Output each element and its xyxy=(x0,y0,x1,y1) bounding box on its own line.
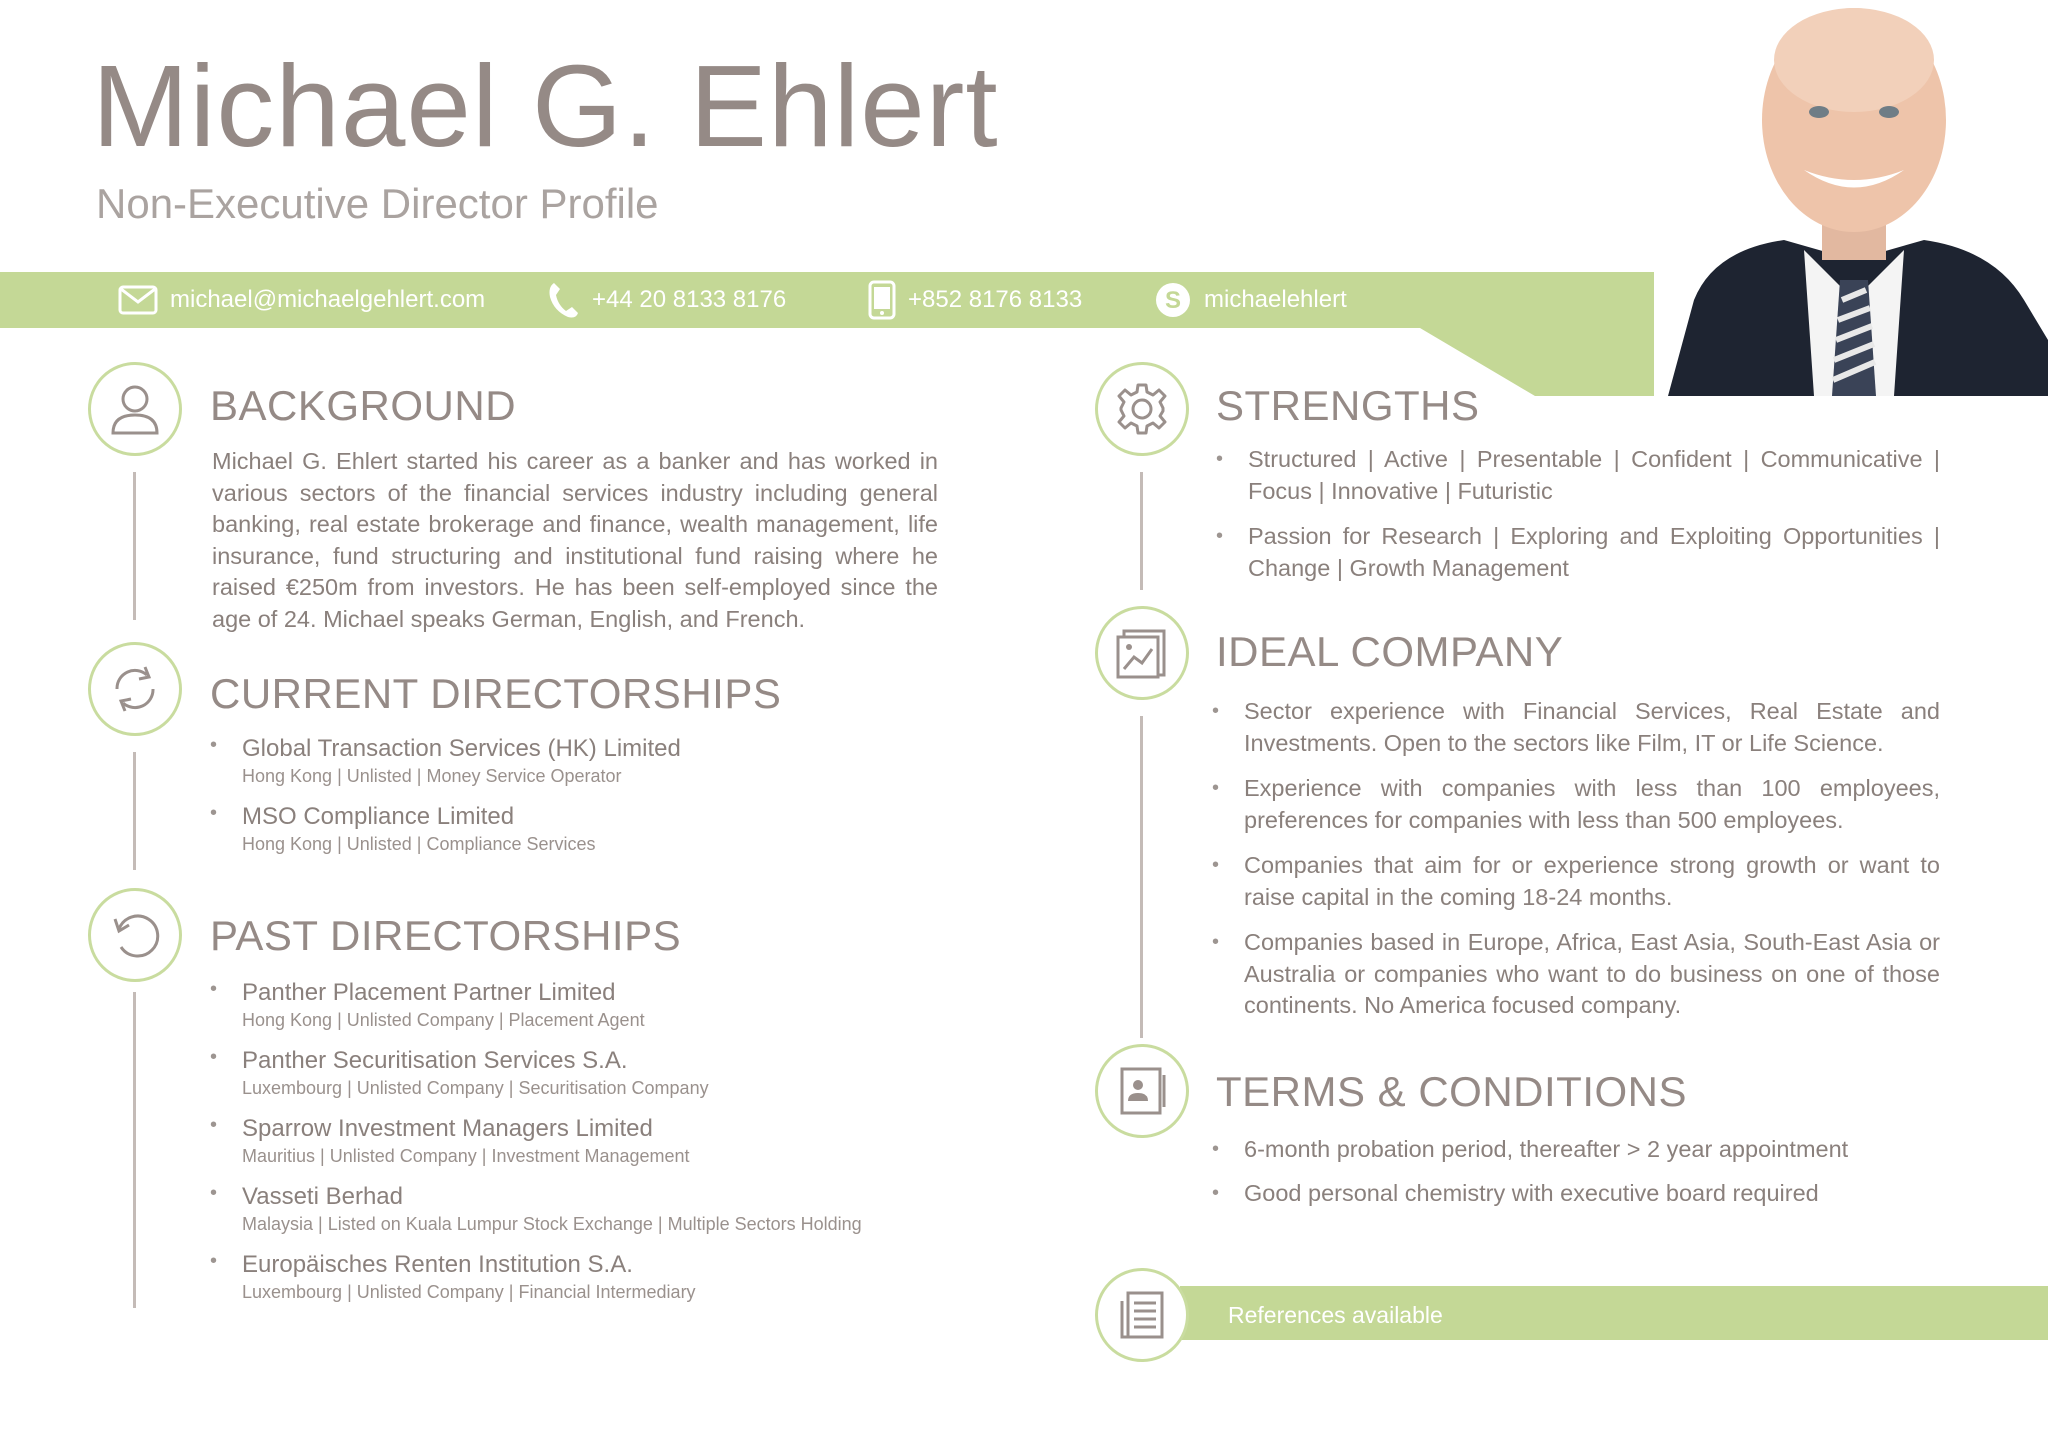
profile-subtitle: Non-Executive Director Profile xyxy=(96,180,659,227)
strengths-list xyxy=(1216,444,1940,598)
timeline-line xyxy=(1140,716,1143,1038)
ideal-company-list xyxy=(1212,696,1940,1036)
list-item: • Companies based in Europe, Africa, East Asia, South-East Asia or Australia or companies who want to do business on one of those continents. No America focused company. xyxy=(1212,927,1940,1022)
terms-list xyxy=(1212,1134,1940,1223)
list-item xyxy=(210,802,910,856)
directorship-detail: Hong Kong | Unlisted Company | Placement Agent xyxy=(242,1010,645,1030)
strengths-heading: STRENGTHS xyxy=(1216,382,1480,429)
envelope-icon xyxy=(118,285,158,315)
list-item: • Sector experience with Financial Services, Real Estate and Investments. Open to the sectors like Film, IT or Life Science. xyxy=(1212,696,1940,759)
past-directorships-icon xyxy=(88,888,182,982)
directorship-name: • Europäisches Renten Institution S.A. xyxy=(242,1251,633,1278)
skype-text[interactable]: michaelehlert xyxy=(1204,286,1347,313)
current-directorships-heading: CURRENT DIRECTORSHIPS xyxy=(210,670,782,717)
list-item xyxy=(210,1046,970,1100)
skype-icon xyxy=(1154,281,1192,319)
contact-skype[interactable] xyxy=(1154,280,1347,320)
directorship-name: • Panther Securitisation Services S.A. xyxy=(242,1047,628,1074)
terms-section-icon xyxy=(1095,1044,1189,1138)
contact-email[interactable] xyxy=(118,280,485,320)
list-item: • Experience with companies with less than 100 employees, preferences for companies with less than 500 employees. xyxy=(1212,773,1940,836)
current-directorships-list xyxy=(210,734,910,870)
phone-text[interactable]: +44 20 8133 8176 xyxy=(592,286,787,313)
email-text[interactable]: michael@michaelgehlert.com xyxy=(170,286,486,313)
directorship-name: • MSO Compliance Limited xyxy=(242,803,515,830)
list-item xyxy=(210,978,970,1032)
directorship-name: • Panther Placement Partner Limited xyxy=(242,979,616,1006)
background-text: Michael G. Ehlert started his career as a banker and has worked in various sectors of the financial services industry including general banking, real estate brokerage and finance, wealth management, life insurance, fund structuring and institutional fund raising where he raised €250m from investors. He has been self-employed since the age of 24. Michael speaks German, English, and French. xyxy=(212,448,938,632)
directorship-name: • Vasseti Berhad xyxy=(242,1183,403,1210)
background-heading: BACKGROUND xyxy=(210,382,517,429)
directorship-detail: Malaysia | Listed on Kuala Lumpur Stock Exchange | Multiple Sectors Holding xyxy=(242,1214,862,1234)
gear-icon xyxy=(1113,380,1171,438)
directorship-detail: Hong Kong | Unlisted | Money Service Operator xyxy=(242,766,622,786)
directorship-detail: Hong Kong | Unlisted | Compliance Services xyxy=(242,834,596,854)
svg-text:S: S xyxy=(1164,287,1182,314)
contact-mobile[interactable] xyxy=(868,280,1082,320)
list-item: • Companies that aim for or experience strong growth or want to raise capital in the coming 18-24 months. xyxy=(1212,850,1940,913)
directorship-name: • Global Transaction Services (HK) Limited xyxy=(242,735,681,762)
directorship-name: • Sparrow Investment Managers Limited xyxy=(242,1115,653,1142)
list-item xyxy=(210,1114,970,1168)
past-directorships-heading: PAST DIRECTORSHIPS xyxy=(210,912,682,959)
profile-photo xyxy=(1654,0,2048,396)
past-directorships-list xyxy=(210,978,970,1318)
picture-frame-icon xyxy=(1114,625,1170,681)
directorship-detail: Mauritius | Unlisted Company | Investment Management xyxy=(242,1146,690,1166)
timeline-line xyxy=(1140,472,1143,590)
references-section-icon xyxy=(1095,1268,1189,1362)
list-item: • Passion for Research | Exploring and Exploiting Opportunities | Change | Growth Management xyxy=(1216,521,1940,584)
terms-heading: TERMS & CONDITIONS xyxy=(1216,1068,1688,1115)
background-section-icon xyxy=(88,362,182,456)
directorship-detail: Luxembourg | Unlisted Company | Securitisation Company xyxy=(242,1078,709,1098)
list-item: • Good personal chemistry with executive board required xyxy=(1212,1178,1940,1210)
timeline-line xyxy=(133,472,136,620)
list-item: • 6-month probation period, thereafter > 2 year appointment xyxy=(1212,1134,1940,1166)
ideal-company-icon xyxy=(1095,606,1189,700)
timeline-line xyxy=(133,992,136,1308)
references-text: References available xyxy=(1228,1302,1443,1328)
mobile-icon xyxy=(868,280,896,320)
mobile-text[interactable]: +852 8176 8133 xyxy=(908,286,1083,313)
contact-phone[interactable] xyxy=(548,280,786,320)
strengths-section-icon xyxy=(1095,362,1189,456)
timeline-line xyxy=(133,752,136,870)
directorship-detail: Luxembourg | Unlisted Company | Financial Intermediary xyxy=(242,1282,696,1302)
refresh-icon xyxy=(107,661,163,717)
ideal-company-heading: IDEAL COMPANY xyxy=(1216,628,1564,675)
list-item xyxy=(210,1182,970,1236)
document-list-icon xyxy=(1114,1287,1170,1343)
history-icon xyxy=(107,907,163,963)
list-item: • Structured | Active | Presentable | Confident | Communicative | Focus | Innovative | Futuristic xyxy=(1216,444,1940,507)
list-item xyxy=(210,734,910,788)
list-item xyxy=(210,1250,970,1304)
contract-icon xyxy=(1114,1063,1170,1119)
person-icon xyxy=(107,381,163,437)
phone-icon xyxy=(548,281,580,319)
profile-name: Michael G. Ehlert xyxy=(92,41,999,171)
current-directorships-icon xyxy=(88,642,182,736)
